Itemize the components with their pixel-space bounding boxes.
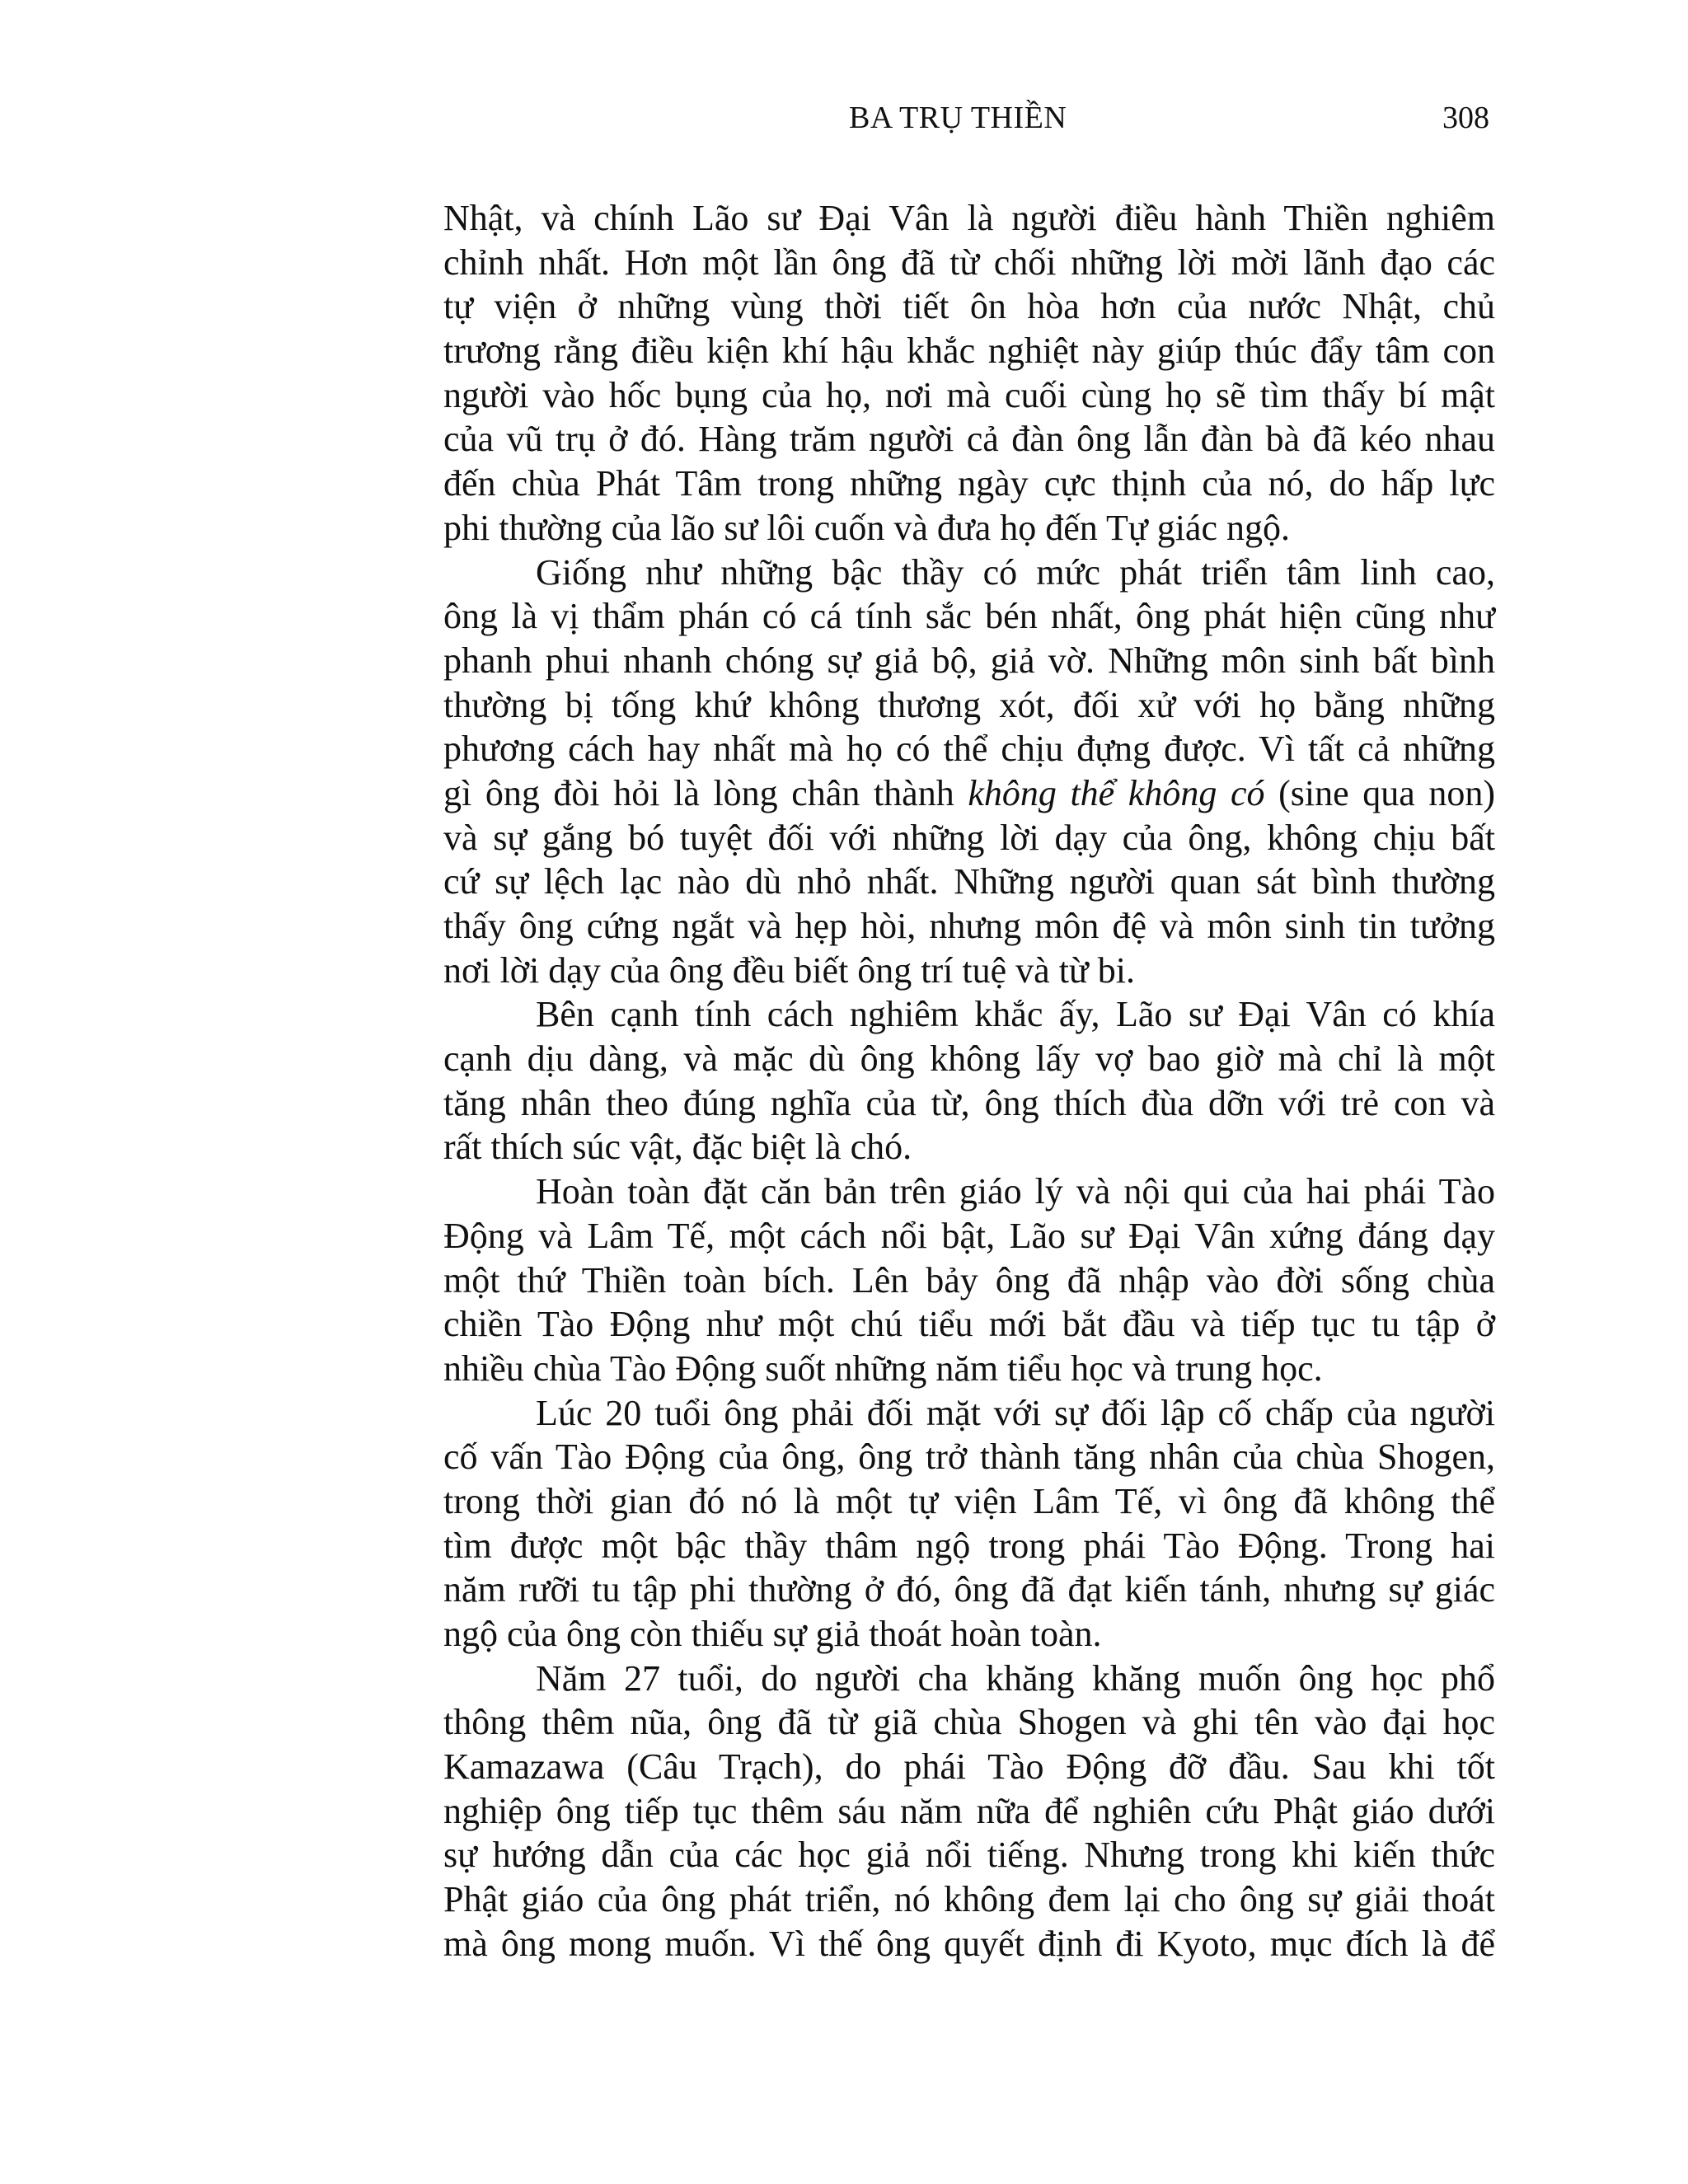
- paragraph-5: [443, 1391, 1495, 1657]
- text-line: trương rằng điều kiện khí hậu khắc nghiệt này giúp thúc đẩy tâm con: [443, 330, 1495, 372]
- text-line: sự hướng dẫn của các học giả nổi tiếng. Nhưng trong khi kiến thức: [443, 1835, 1495, 1876]
- text-line: thấy ông cứng ngắt và hẹp hòi, nhưng môn đệ và môn sinh tin tưởng: [443, 906, 1495, 946]
- running-header-title: BA TRỤ THIỀN: [849, 101, 1067, 135]
- text-line: Bên cạnh tính cách nghiêm khắc ấy, Lão sư Đại Vân có khía: [536, 994, 1495, 1035]
- text-line: cố vấn Tào Động của ông, ông trở thành tăng nhân của chùa Shogen,: [443, 1436, 1495, 1478]
- text-run: gì ông đòi hỏi là lòng chân thành: [443, 772, 968, 813]
- italic-phrase: không thể không có: [968, 772, 1265, 813]
- text-line: năm rưỡi tu tập phi thường ở đó, ông đã đạt kiến tánh, nhưng sự giác: [443, 1569, 1495, 1610]
- text-line: phanh phui nhanh chóng sự giả bộ, giả vờ. Những môn sinh bất bình: [443, 640, 1495, 681]
- text-line: Hoàn toàn đặt căn bản trên giáo lý và nội qui của hai phái Tào: [536, 1171, 1495, 1212]
- running-header: [0, 97, 1688, 138]
- text-run: (sine qua non): [1264, 772, 1496, 813]
- text-line-with-italic: [443, 771, 1495, 816]
- text-line: phi thường của lão sư lôi cuốn và đưa họ đến Tự giác ngộ.: [443, 507, 1290, 548]
- text-line: mà ông mong muốn. Vì thế ông quyết định đi Kyoto, mục đích là để: [443, 1923, 1495, 1964]
- text-line: ông là vị thẩm phán có cá tính sắc bén nhất, ông phát hiện cũng như: [443, 596, 1495, 637]
- text-line: trong thời gian đó nó là một tự viện Lâm Tế, vì ông đã không thể: [443, 1480, 1495, 1521]
- paragraph-1: [443, 196, 1495, 551]
- text-line: thường bị tống khứ không thương xót, đối xử với họ bằng những: [443, 684, 1495, 725]
- paragraph-3: [443, 992, 1495, 1169]
- text-line: chỉnh nhất. Hơn một lần ông đã từ chối những lời mời lãnh đạo các: [443, 241, 1495, 283]
- text-line: Giống như những bậc thầy có mức phát triển tâm linh cao,: [536, 551, 1495, 593]
- text-line: cứ sự lệch lạc nào dù nhỏ nhất. Những người quan sát bình thường: [443, 861, 1495, 902]
- paragraph-4: [443, 1169, 1495, 1390]
- paragraph-6: [443, 1657, 1495, 1966]
- text-line: ngộ của ông còn thiếu sự giả thoát hoàn toàn.: [443, 1614, 1102, 1654]
- page-number: 308: [1442, 101, 1489, 135]
- text-line: Phật giáo của ông phát triển, nó không đem lại cho ông sự giải thoát: [443, 1879, 1495, 1920]
- text-line: Năm 27 tuổi, do người cha khăng khăng muốn ông học phổ: [536, 1657, 1495, 1699]
- text-line: thông thêm nũa, ông đã từ giã chùa Shogen và ghi tên vào đại học: [443, 1702, 1495, 1743]
- text-line: của vũ trụ ở đó. Hàng trăm người cả đàn ông lẫn đàn bà đã kéo nhau: [443, 419, 1495, 460]
- text-line: một thứ Thiền toàn bích. Lên bảy ông đã nhập vào đời sống chùa: [443, 1259, 1495, 1301]
- text-line: Kamazawa (Câu Trạch), do phái Tào Động đỡ đầu. Sau khi tốt: [443, 1746, 1495, 1788]
- text-line: nhiều chùa Tào Động suốt những năm tiểu học và trung học.: [443, 1347, 1323, 1389]
- paragraph-2: [443, 551, 1495, 993]
- text-line: chiền Tào Động như một chú tiểu mới bắt đầu và tiếp tục tu tập ở: [443, 1304, 1495, 1345]
- body-text: [443, 196, 1495, 1966]
- text-line: cạnh dịu dàng, và mặc dù ông không lấy vợ bao giờ mà chỉ là một: [443, 1038, 1495, 1080]
- text-line: phương cách hay nhất mà họ có thể chịu đựng được. Vì tất cả những: [443, 729, 1495, 770]
- text-line: tìm được một bậc thầy thâm ngộ trong phái Tào Động. Trong hai: [443, 1525, 1495, 1566]
- text-line: Nhật, và chính Lão sư Đại Vân là người điều hành Thiền nghiêm: [443, 198, 1495, 238]
- text-line: Lúc 20 tuổi ông phải đối mặt với sự đối lập cố chấp của người: [536, 1392, 1495, 1433]
- text-line: tăng nhân theo đúng nghĩa của từ, ông thích đùa dỡn với trẻ con và: [443, 1082, 1495, 1123]
- text-line: tự viện ở những vùng thời tiết ôn hòa hơn của nước Nhật, chủ: [443, 286, 1495, 327]
- text-line: Động và Lâm Tế, một cách nổi bật, Lão sư Đại Vân xứng đáng dạy: [443, 1215, 1495, 1256]
- text-line: nơi lời dạy của ông đều biết ông trí tuệ và từ bi.: [443, 949, 1135, 991]
- text-line: nghiệp ông tiếp tục thêm sáu năm nữa để nghiên cứu Phật giáo dưới: [443, 1790, 1495, 1831]
- text-line: rất thích súc vật, đặc biệt là chó.: [443, 1127, 912, 1168]
- text-line: và sự gắng bó tuyệt đối với những lời dạy của ông, không chịu bất: [443, 817, 1495, 858]
- text-line: người vào hốc bụng của họ, nơi mà cuối cùng họ sẽ tìm thấy bí mật: [443, 374, 1495, 415]
- text-line: đến chùa Phát Tâm trong những ngày cực thịnh của nó, do hấp lực: [443, 463, 1495, 504]
